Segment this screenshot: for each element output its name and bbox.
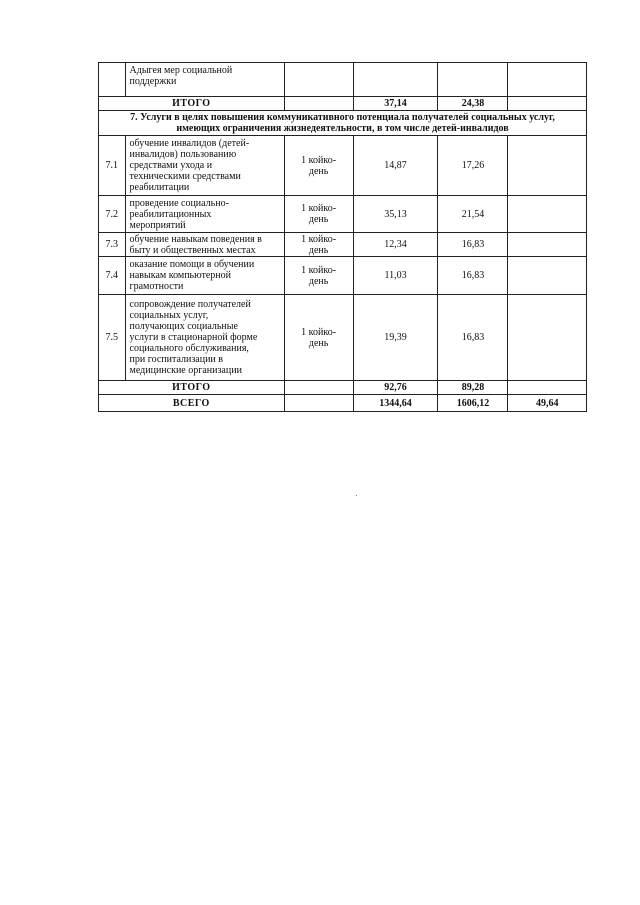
unit-cell (284, 257, 353, 295)
value-1: 12,34 (353, 233, 438, 257)
value-3 (508, 196, 587, 233)
subtotal-value-1: 92,76 (353, 381, 438, 395)
grand-total-value-1: 1344,64 (353, 395, 438, 412)
table-row (99, 295, 587, 381)
value-cell (508, 381, 587, 395)
service-name (125, 136, 284, 196)
subtotal-row (99, 381, 587, 395)
table-row (99, 196, 587, 233)
row-number: 7.1 (99, 136, 126, 196)
grand-total-value-2: 1606,12 (438, 395, 508, 412)
name-line: инвалидов) пользованию (129, 149, 237, 160)
row-number: 7.3 (99, 233, 126, 257)
unit-line: день (308, 244, 329, 256)
value-1: 19,39 (353, 295, 438, 381)
value-cell (353, 63, 438, 97)
row-number: 7.5 (99, 295, 126, 381)
value-cell (438, 63, 508, 97)
grand-total-row (99, 395, 587, 412)
name-line: обучение инвалидов (детей- (129, 138, 250, 149)
unit-line: день (308, 165, 329, 177)
unit-line: 1 койко- (301, 326, 337, 338)
name-line: при госпитализации в (129, 354, 223, 365)
unit-cell (284, 381, 353, 395)
grand-total-value-3: 49,64 (508, 395, 587, 412)
name-line: обучение навыкам поведения в (129, 233, 262, 245)
name-line: техническими средствами (129, 171, 241, 182)
name-line: проведение социально- (129, 197, 229, 209)
value-cell (508, 97, 587, 111)
value-3 (508, 136, 587, 196)
subtotal-value-2: 89,28 (438, 381, 508, 395)
name-line: поддержки (129, 76, 177, 87)
name-line: услуги в стационарной форме (129, 332, 258, 343)
name-line: быту и общественных местах (129, 244, 256, 256)
name-line: оказание помощи в обучении (129, 259, 255, 270)
service-name (125, 233, 284, 257)
section-title (99, 111, 587, 136)
value-2: 16,83 (438, 233, 508, 257)
row-number: 7.4 (99, 257, 126, 295)
unit-cell (284, 196, 353, 233)
subtotal-label: ИТОГО (99, 97, 285, 111)
unit-line: день (308, 275, 329, 287)
unit-cell (284, 395, 353, 412)
unit-cell (284, 295, 353, 381)
table-row (99, 257, 587, 295)
name-line: Адыгея мер социальной (129, 65, 233, 76)
grand-total-label: ВСЕГО (99, 395, 285, 412)
value-1: 11,03 (353, 257, 438, 295)
value-2: 21,54 (438, 196, 508, 233)
table-row (99, 136, 587, 196)
name-line: социального обслуживания, (129, 343, 249, 354)
name-line: грамотности (129, 281, 184, 292)
subtotal-value-1: 37,14 (353, 97, 438, 111)
unit-line: 1 койко- (301, 233, 337, 245)
name-line: медицинские организации (129, 365, 242, 376)
unit-cell (284, 233, 353, 257)
value-1: 35,13 (353, 196, 438, 233)
name-cell (125, 63, 284, 97)
num-cell (99, 63, 126, 97)
value-2: 17,26 (438, 136, 508, 196)
service-name (125, 196, 284, 233)
name-line: реабилитации (129, 182, 190, 193)
unit-line: 1 койко- (301, 154, 337, 166)
row-number: 7.2 (99, 196, 126, 233)
subtotal-label: ИТОГО (99, 381, 285, 395)
section-header-row (99, 111, 587, 136)
value-2: 16,83 (438, 257, 508, 295)
value-2: 16,83 (438, 295, 508, 381)
value-cell (508, 63, 587, 97)
section-title-line: 7. Услуги в целях повышения коммуникативного потенциала получателей социальных услуг, (130, 112, 555, 123)
subtotal-value-2: 24,38 (438, 97, 508, 111)
subtotal-row (99, 97, 587, 111)
service-name (125, 295, 284, 381)
name-line: социальных услуг, (129, 310, 209, 321)
scan-speck (356, 495, 357, 496)
value-1: 14,87 (353, 136, 438, 196)
unit-cell (284, 63, 353, 97)
unit-cell (284, 97, 353, 111)
unit-line: 1 койко- (301, 264, 337, 276)
unit-cell (284, 136, 353, 196)
unit-line: день (308, 214, 329, 225)
value-3 (508, 295, 587, 381)
table-row-continued (99, 63, 587, 97)
name-line: реабилитационных (129, 208, 212, 220)
name-line: мероприятий (129, 219, 186, 231)
name-line: сопровождение получателей (129, 299, 251, 310)
service-name (125, 257, 284, 295)
name-line: средствами ухода и (129, 160, 213, 171)
value-3 (508, 257, 587, 295)
table-row (99, 233, 587, 257)
tariff-table (98, 62, 587, 412)
unit-line: день (308, 337, 329, 349)
name-line: получающих социальные (129, 321, 238, 332)
name-line: навыкам компьютерной (129, 270, 231, 281)
section-title-line: имеющих ограничения жизнедеятельности, в том числе детей-инвалидов (176, 123, 509, 134)
value-3 (508, 233, 587, 257)
unit-line: 1 койко- (301, 203, 337, 214)
